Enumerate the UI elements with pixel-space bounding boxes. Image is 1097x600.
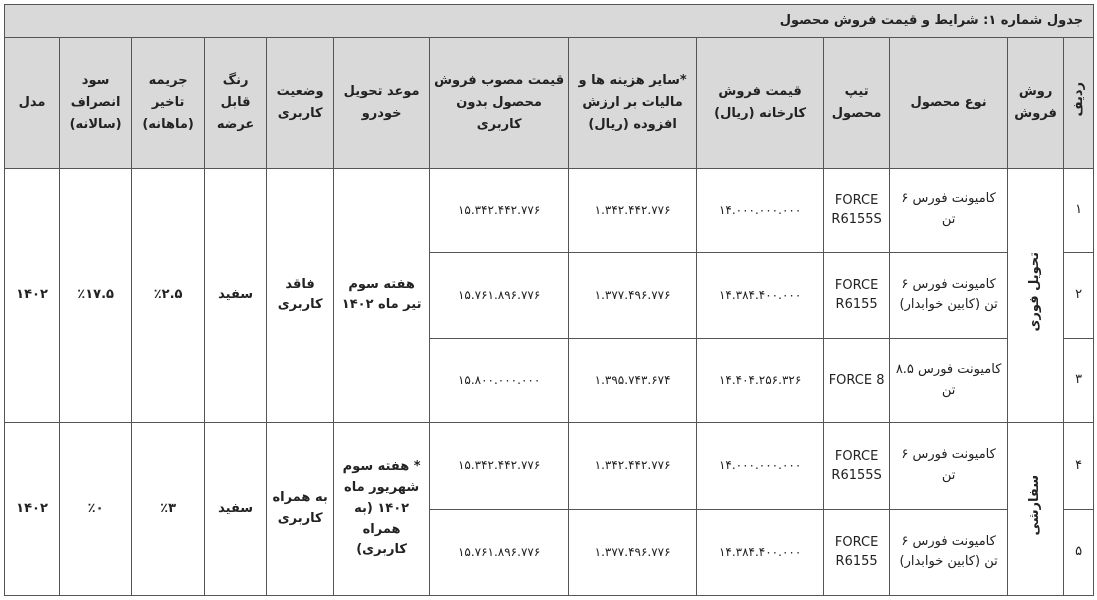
header-row-number xyxy=(1064,38,1094,168)
row-number: ۳ xyxy=(1064,339,1094,423)
table-row xyxy=(5,168,1094,252)
header-factory-price: قیمت فروش کارخانه (ریال) xyxy=(697,38,824,168)
approved-price: ۱۵.۳۴۲.۴۴۲.۷۷۶ xyxy=(430,423,569,509)
header-year: مدل xyxy=(5,38,60,168)
product-type: کامیونت فورس ۶ تن xyxy=(890,168,1008,252)
product-model: FORCE R6155 xyxy=(824,252,890,338)
sale-method-cell xyxy=(1008,168,1064,423)
row-number: ۵ xyxy=(1064,509,1094,595)
header-row xyxy=(5,38,1094,168)
penalty: ٪۳ xyxy=(132,423,205,596)
penalty: ٪۲.۵ xyxy=(132,168,205,423)
product-type: کامیونت فورس ۶ تن (کابین خوابدار) xyxy=(890,252,1008,338)
model-year: ۱۴۰۲ xyxy=(5,168,60,423)
usage-status: فاقد کاربری xyxy=(267,168,334,423)
delivery-date: * هفته سوم شهریور ماه ۱۴۰۲ (به همراه کاربری) xyxy=(334,423,430,596)
sale-method-cell xyxy=(1008,423,1064,596)
header-taxes: *سایر هزینه ها و مالیات بر ارزش افزوده (ریال) xyxy=(569,38,697,168)
header-product-model: تیپ محصول xyxy=(824,38,890,168)
approved-price: ۱۵.۳۴۲.۴۴۲.۷۷۶ xyxy=(430,168,569,252)
approved-price: ۱۵.۸۰۰.۰۰۰.۰۰۰ xyxy=(430,339,569,423)
header-approved-price: قیمت مصوب فروش محصول بدون کاربری xyxy=(430,38,569,168)
header-row-label: ردیف xyxy=(1070,81,1086,117)
factory-price: ۱۴.۳۸۴.۴۰۰.۰۰۰ xyxy=(697,252,824,338)
profit: ٪۱۷.۵ xyxy=(60,168,132,423)
table-title: جدول شماره ۱: شرایط و قیمت فروش محصول xyxy=(5,5,1094,38)
factory-price: ۱۴.۴۰۴.۲۵۶.۳۲۶ xyxy=(697,339,824,423)
color: سفید xyxy=(205,168,267,423)
factory-price: ۱۴.۳۸۴.۴۰۰.۰۰۰ xyxy=(697,509,824,595)
approved-price: ۱۵.۷۶۱.۸۹۶.۷۷۶ xyxy=(430,252,569,338)
row-number: ۴ xyxy=(1064,423,1094,509)
product-type: کامیونت فورس ۶ تن (کابین خوابدار) xyxy=(890,509,1008,595)
product-model: FORCE R6155S xyxy=(824,423,890,509)
header-color: رنگ قابل عرضه xyxy=(205,38,267,168)
sale-method-label: تحویل فوری xyxy=(1027,251,1043,332)
model-year: ۱۴۰۲ xyxy=(5,423,60,596)
taxes: ۱.۳۴۲.۴۴۲.۷۷۶ xyxy=(569,168,697,252)
product-model: FORCE 8 xyxy=(824,339,890,423)
taxes: ۱.۳۷۷.۴۹۶.۷۷۶ xyxy=(569,509,697,595)
sale-method-label: سفارشی xyxy=(1027,475,1043,536)
product-model: FORCE R6155 xyxy=(824,509,890,595)
delivery-date: هفته سوم تیر ماه ۱۴۰۲ xyxy=(334,168,430,423)
price-table-container xyxy=(4,4,1093,596)
product-type: کامیونت فورس ۶ تن xyxy=(890,423,1008,509)
header-product-type: نوع محصول xyxy=(890,38,1008,168)
header-profit: سود انصراف (سالانه) xyxy=(60,38,132,168)
row-number: ۲ xyxy=(1064,252,1094,338)
product-type: کامیونت فورس ۸.۵ تن xyxy=(890,339,1008,423)
row-number: ۱ xyxy=(1064,168,1094,252)
header-penalty: جریمه تاخیر (ماهانه) xyxy=(132,38,205,168)
header-usage: وضعیت کاربری xyxy=(267,38,334,168)
taxes: ۱.۳۴۲.۴۴۲.۷۷۶ xyxy=(569,423,697,509)
color: سفید xyxy=(205,423,267,596)
header-delivery: موعد تحویل خودرو xyxy=(334,38,430,168)
factory-price: ۱۴.۰۰۰.۰۰۰.۰۰۰ xyxy=(697,168,824,252)
approved-price: ۱۵.۷۶۱.۸۹۶.۷۷۶ xyxy=(430,509,569,595)
profit: ٪۰ xyxy=(60,423,132,596)
table-row xyxy=(5,423,1094,509)
price-table xyxy=(4,4,1094,596)
product-model: FORCE R6155S xyxy=(824,168,890,252)
header-sale-method: روش فروش xyxy=(1008,38,1064,168)
title-row xyxy=(5,5,1094,38)
taxes: ۱.۳۹۵.۷۴۳.۶۷۴ xyxy=(569,339,697,423)
factory-price: ۱۴.۰۰۰.۰۰۰.۰۰۰ xyxy=(697,423,824,509)
taxes: ۱.۳۷۷.۴۹۶.۷۷۶ xyxy=(569,252,697,338)
usage-status: به همراه کاربری xyxy=(267,423,334,596)
